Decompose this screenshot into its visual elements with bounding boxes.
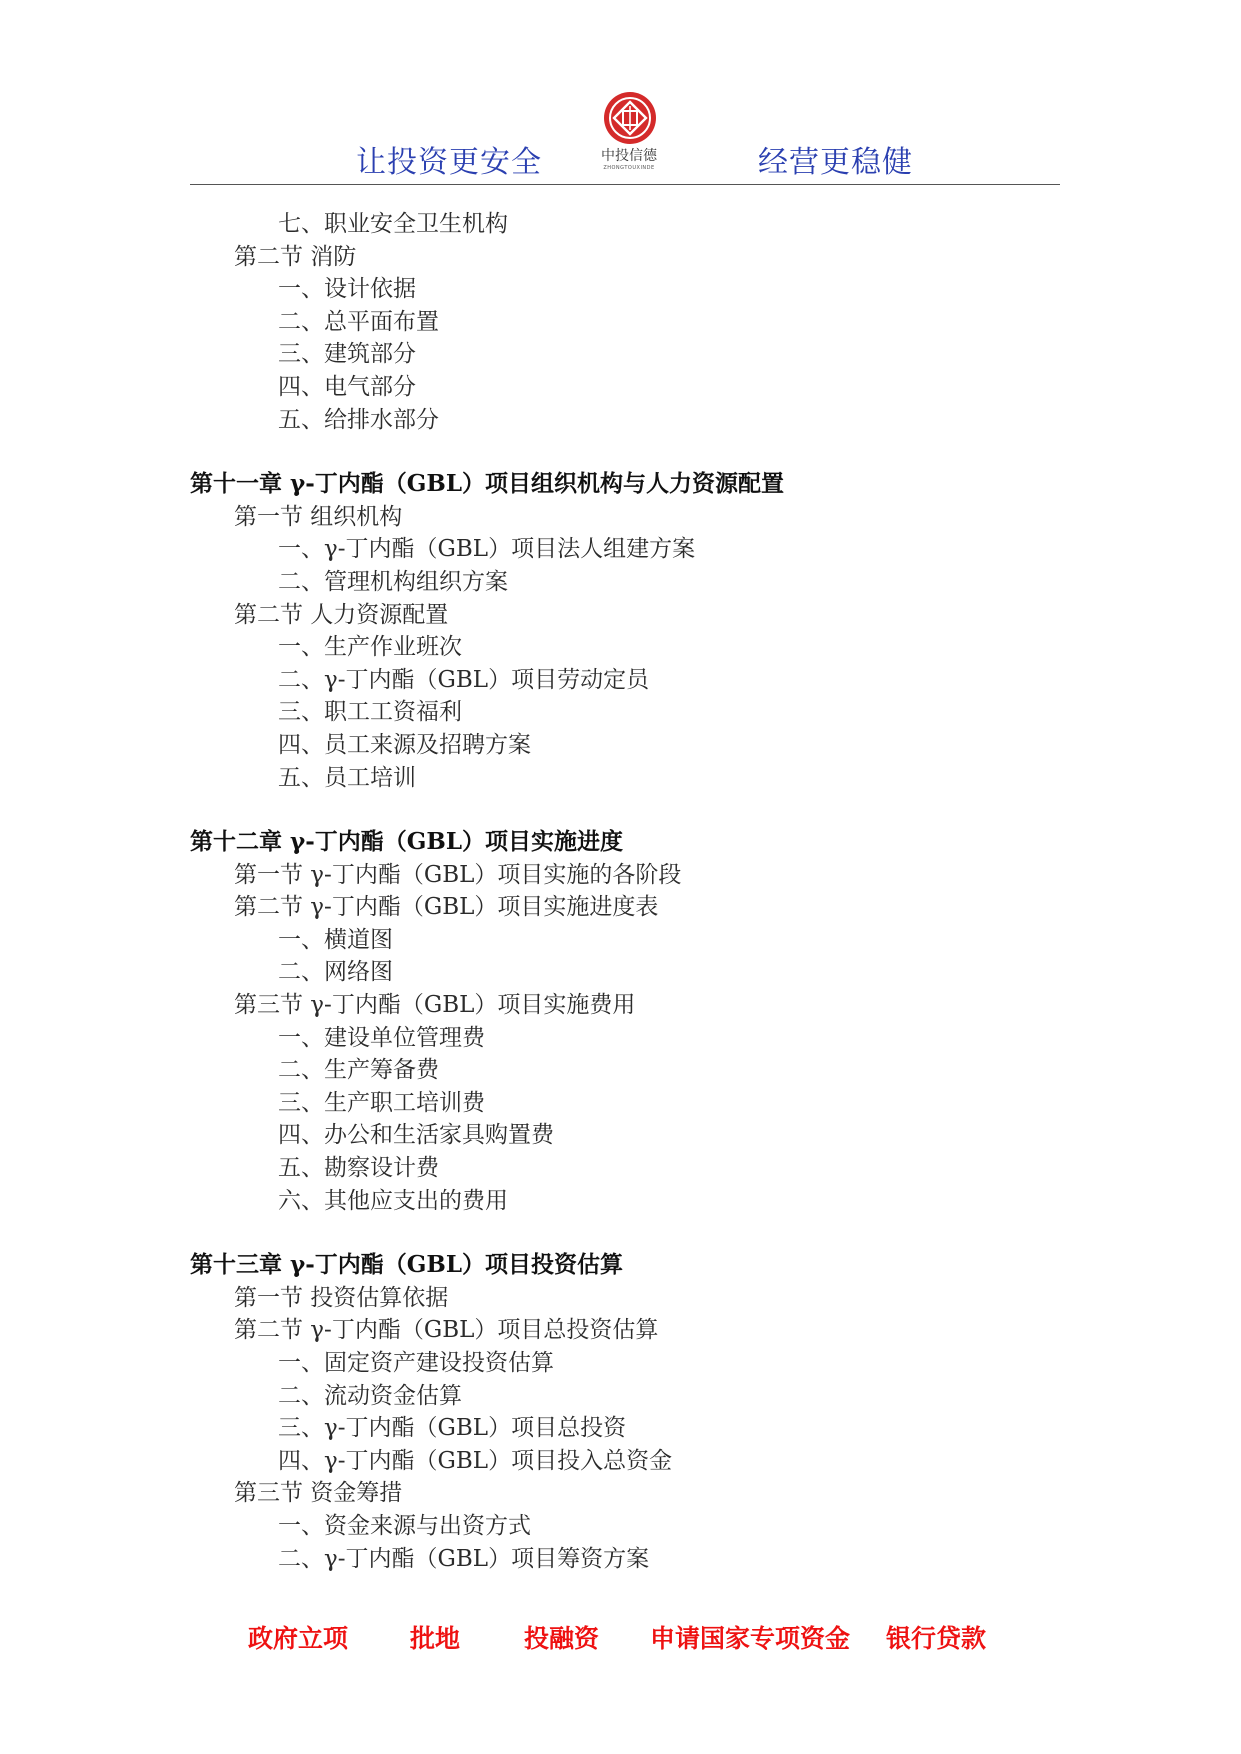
toc-section: 第一节 γ-丁内酯（GBL）项目实施的各阶段 <box>234 861 682 888</box>
toc-item: 四、γ-丁内酯（GBL）项目投入总资金 <box>278 1447 673 1474</box>
toc-item: 七、职业安全卫生机构 <box>278 211 508 237</box>
toc-item: 三、建筑部分 <box>278 341 416 368</box>
toc-item: 二、网络图 <box>278 959 393 986</box>
toc-item: 三、γ-丁内酯（GBL）项目总投资 <box>278 1415 627 1442</box>
toc-item: 六、其他应支出的费用 <box>278 1187 508 1214</box>
toc-chapter: 第十一章 γ-丁内酯（GBL）项目组织机构与人力资源配置 <box>190 470 784 498</box>
toc-item: 二、γ-丁内酯（GBL）项目劳动定员 <box>278 666 650 693</box>
toc-item: 五、勘察设计费 <box>278 1155 439 1182</box>
toc-section: 第二节 消防 <box>234 243 357 270</box>
toc-item: 五、给排水部分 <box>278 406 439 433</box>
header-slogan-right: 经营更稳健 <box>758 145 913 180</box>
toc-section: 第二节 人力资源配置 <box>234 601 449 628</box>
footer-item-bank-loan: 银行贷款 <box>886 1624 987 1653</box>
toc-section: 第一节 投资估算依据 <box>234 1284 449 1311</box>
toc-section: 第二节 γ-丁内酯（GBL）项目总投资估算 <box>234 1317 659 1344</box>
page-footer <box>0 1622 1241 1662</box>
page-header <box>190 80 1060 185</box>
toc-item: 五、员工培训 <box>278 764 416 791</box>
toc-item: 一、生产作业班次 <box>278 634 462 661</box>
toc-item: 一、γ-丁内酯（GBL）项目法人组建方案 <box>278 536 696 563</box>
logo-subtext: ZHONGTOUXINDE <box>603 165 655 171</box>
table-of-contents <box>190 208 1090 1575</box>
toc-item: 二、生产筹备费 <box>278 1057 439 1084</box>
toc-item: 一、资金来源与出资方式 <box>278 1512 531 1539</box>
toc-item: 四、电气部分 <box>278 373 416 400</box>
toc-item: 一、横道图 <box>278 926 393 953</box>
footer-item-land-approval: 批地 <box>410 1624 461 1653</box>
footer-item-project-approval: 政府立项 <box>248 1624 349 1653</box>
toc-item: 二、总平面布置 <box>278 308 439 335</box>
toc-chapter: 第十二章 γ-丁内酯（GBL）项目实施进度 <box>190 828 623 856</box>
company-logo-icon <box>602 90 658 146</box>
toc-item: 二、管理机构组织方案 <box>278 568 508 595</box>
toc-item: 一、固定资产建设投资估算 <box>278 1350 554 1376</box>
logo-text: 中投信德 <box>601 148 657 164</box>
toc-item: 四、员工来源及招聘方案 <box>278 731 531 758</box>
header-slogan-left: 让投资更安全 <box>356 145 542 180</box>
toc-item: 一、设计依据 <box>278 276 416 303</box>
toc-section: 第一节 组织机构 <box>234 503 403 530</box>
toc-section: 第三节 资金筹措 <box>234 1480 403 1507</box>
toc-section: 第三节 γ-丁内酯（GBL）项目实施费用 <box>234 992 636 1019</box>
toc-item: 四、办公和生活家具购置费 <box>278 1122 554 1149</box>
toc-section: 第二节 γ-丁内酯（GBL）项目实施进度表 <box>234 894 659 921</box>
footer-item-special-funds: 申请国家专项资金 <box>650 1624 851 1653</box>
toc-item: 三、职工工资福利 <box>278 699 462 726</box>
footer-item-financing: 投融资 <box>524 1624 600 1653</box>
toc-item: 二、γ-丁内酯（GBL）项目筹资方案 <box>278 1545 650 1572</box>
toc-item: 三、生产职工培训费 <box>278 1089 485 1116</box>
toc-item: 一、建设单位管理费 <box>278 1024 485 1051</box>
toc-chapter: 第十三章 γ-丁内酯（GBL）项目投资估算 <box>190 1251 623 1279</box>
toc-item: 二、流动资金估算 <box>278 1382 462 1409</box>
